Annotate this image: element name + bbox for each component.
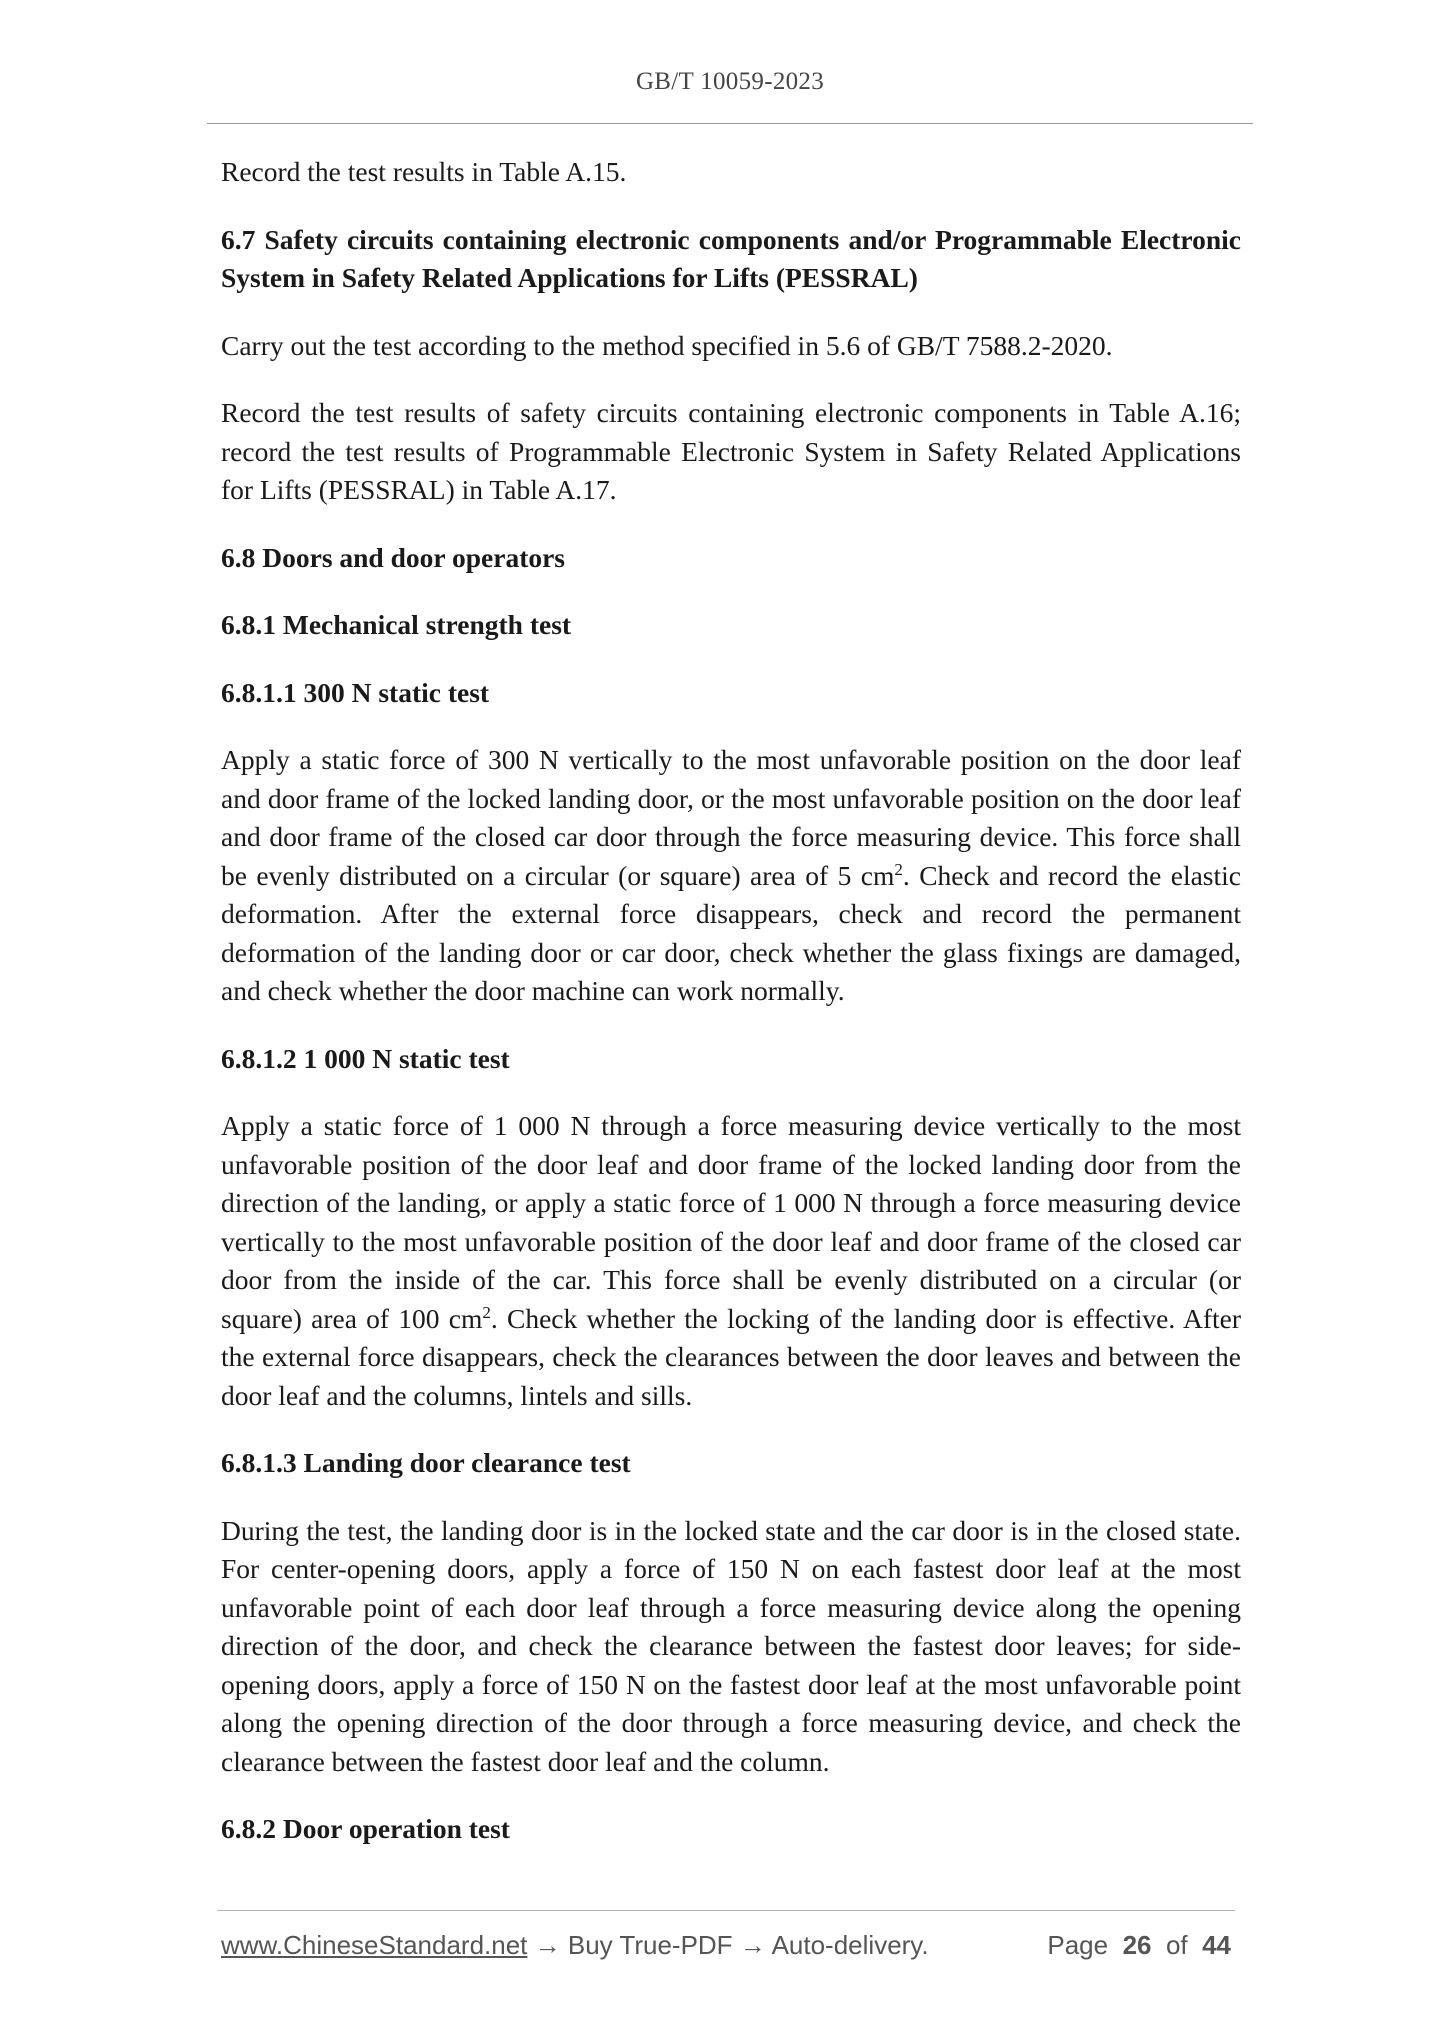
heading-6-7: 6.7 Safety circuits containing electronic components and/or Programmable Electronic System in Safety Related Applications for Lifts (PESSRAL) [221, 223, 1241, 293]
of-label: of [1165, 1930, 1188, 1960]
paragraph-6-8-1-2-part-b: . Check whether the locking of the landing door is effective. After the external force disappears, check the clearances between the door leaves and between the door leaf and the columns, lintels and sills. [221, 1302, 1241, 1411]
paragraph-intro: Record the test results in Table A.15. [221, 156, 627, 187]
footer-left [221, 1930, 929, 1961]
page-total: 44 [1202, 1930, 1231, 1960]
heading-6-8-1-3: 6.8.1.3 Landing door clearance test [221, 1447, 631, 1478]
page-indicator [1047, 1930, 1231, 1961]
website-link[interactable]: www.ChineseStandard.net [221, 1930, 528, 1960]
footer-divider [217, 1910, 1235, 1911]
document-body [221, 153, 1241, 1878]
paragraph-6-8-1-1-part-b: . Check and record the elastic deformation. After the external force disappears, check and record the permanent deformation of the landing door or car door, check whether the glass fixings are damaged, and check whether the door machine can work normally. [221, 859, 1241, 1006]
paragraph-6-8-1-1 [221, 741, 1241, 1011]
heading-6-8-1: 6.8.1 Mechanical strength test [221, 609, 572, 640]
paragraph-6-8-1-1-part-a: Apply a static force of 300 N vertically to the most unfavorable position on the door leaf and door frame of the locked landing door, or the most unfavorable position on the door leaf and door frame of the closed car door through the force measuring device. This force shall be evenly distributed on a circular (or square) area of 5 cm [221, 744, 1241, 891]
heading-6-8-1-2: 6.8.1.2 1 000 N static test [221, 1042, 510, 1074]
heading-6-8: 6.8 Doors and door operators [221, 541, 566, 573]
heading-6-8-1-1: 6.8.1.1 300 N static test [221, 676, 490, 708]
paragraph-6-8-1-2 [221, 1107, 1241, 1415]
paragraph-6-8-1-2-part-a: Apply a static force of 1 000 N through a force measuring device vertically to the most unfavorable position of the door leaf and door frame of the locked landing door from the direction of the landing, or apply a static force of 1 000 N through a force measuring device vertically to the most unfavorable position of the door leaf and door frame of the closed car door from the inside of the car. This force shall be evenly distributed on a circular (or square) area of 100 cm [221, 1110, 1241, 1334]
heading-6-8-2: 6.8.2 Door operation test [221, 1813, 510, 1844]
page-number: 26 [1122, 1930, 1152, 1960]
paragraph-6-8-1-3: During the test, the landing door is in the locked state and the car door is in the closed state. For center-opening doors, apply a force of 150 N on each fastest door leaf at the most unfavorable point of each door leaf through a force measuring device along the opening direction of the door, and check the clearance between the fastest door leaves; for side-opening doors, apply a force of 150 N on the fastest door leaf at the most unfavorable point along the opening direction of the door through a force measuring device, and check the clearance between the fastest door leaf and the column. [221, 1514, 1241, 1777]
page-label: Page [1047, 1930, 1109, 1960]
paragraph-6-7-b: Record the test results of safety circuits containing electronic components in Table A.16; record the test results of Programmable Electronic System in Safety Related Applications for Lifts (PESSRAL) in Table A.17. [221, 397, 1241, 505]
page-header: GB/T 10059-2023 [635, 68, 825, 95]
header-divider [207, 123, 1253, 124]
paragraph-6-7-a: Carry out the test according to the method specified in 5.6 of GB/T 7588.2-2020. [221, 329, 1113, 361]
footer-promo-text: → Buy True-PDF → Auto-delivery. [527, 1930, 929, 1960]
superscript: 2 [482, 1302, 491, 1322]
superscript: 2 [894, 859, 903, 879]
